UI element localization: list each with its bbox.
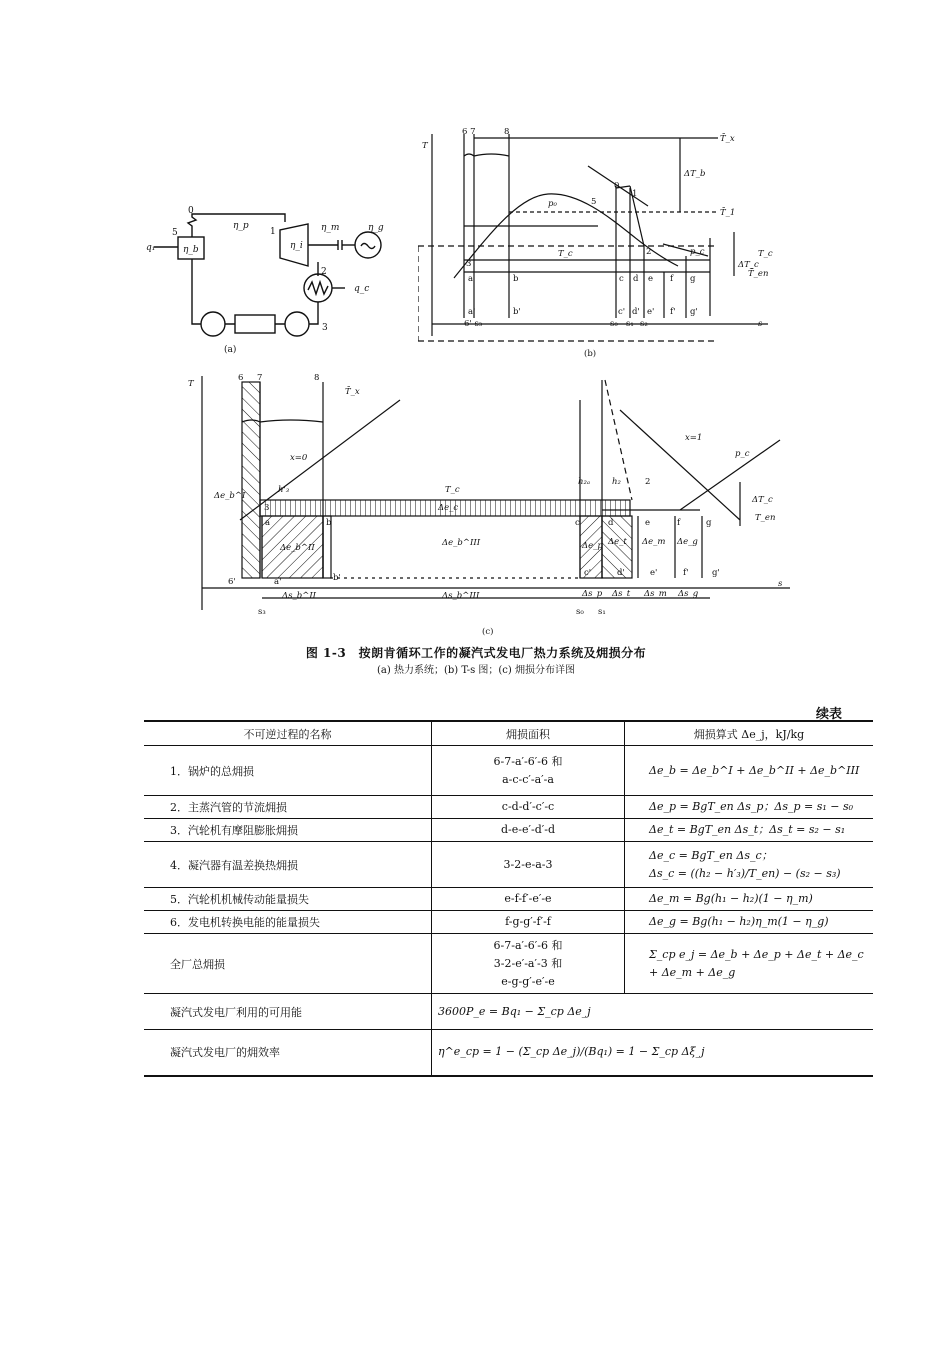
row-area [432,842,625,888]
b-label-T1: T̄_1 [720,208,736,218]
a-label-2: 2 [321,267,327,277]
c-label-s: s [778,579,783,589]
c-label-6p: 6' [228,577,236,587]
c-label-dem: Δe_m [642,537,666,547]
b-panel-label: (b) [584,349,597,359]
c-label-7: 7 [257,373,263,383]
b-label-p0: p₀ [548,199,557,209]
header-formula: 㶲损算式 Δe_j，kJ/kg [625,721,874,746]
b-label-b2: b' [513,307,521,317]
c-label-det: Δe_t [608,537,627,547]
b-label-e2: e' [647,307,655,317]
b-label-dTc: ΔT_c [738,260,759,270]
c-label-b: b [326,518,332,528]
formula-line: Δe_t = BgT_en Δs_t；Δs_t = s₂ − s₁ [649,823,846,836]
header-area: 㶲损面积 [432,721,625,746]
c-label-Tc: T_c [445,485,460,495]
c-label-Ten: T_en [755,513,776,523]
c-label-3: 3 [264,503,270,513]
row-formula [625,796,874,819]
b-label-g: g [690,274,696,284]
area-line: f-g-g′-f′-f [505,915,551,928]
c-label-deb1: Δe_b^I [214,491,246,501]
continued-label: 续表 [815,707,842,722]
table-row [144,888,873,911]
c-label-dsp: Δs_p [582,589,603,599]
panel-b-ts-diagram [418,126,778,362]
table-header-row [144,721,873,746]
exergy-loss-table [144,720,873,1077]
area-line: c-d-d′-c′-c [501,800,555,813]
row-area [432,819,625,842]
c-label-dTc: ΔT_c [752,495,773,505]
formula-line: Δe_p = BgT_en Δs_p；Δs_p = s₁ − s₀ [649,800,854,813]
panel-a-thermal-system [140,190,420,360]
b-label-d2: d' [632,307,640,317]
table-row [144,842,873,888]
area-line: 3-2-e-a-3 [503,857,553,871]
row-process-name: 5．汽轮机机械传动能量损失 [144,888,432,911]
b-label-a: a [468,274,474,284]
c-label-8: 8 [314,373,320,383]
b-label-s: s [758,319,763,329]
a-label-eta-g: η_g [368,223,384,233]
b-label-Tx: T̄_x [720,134,735,144]
c-label-2: 2 [645,477,651,487]
area-line: d-e-e′-d′-d [500,823,555,836]
table-row [144,1030,873,1076]
b-axis-T: T [422,141,428,151]
c-label-c: c [575,518,580,528]
b-label-1: 1 [632,189,638,199]
row-area [432,888,625,911]
c-label-s1: s₁ [598,607,606,617]
a-label-0: 0 [188,206,194,216]
b-label-pc: p_c [690,247,705,257]
row-area [432,911,625,934]
c-label-dsb2: Δs_b^II [282,591,317,601]
a-label-qc: q_c [354,284,370,294]
c-label-Tx: T̄_x [345,387,360,397]
area-line: 3600P_e = Bq₁ − Σ_cp Δe_j [438,1004,591,1018]
c-label-s3: s₃ [258,607,266,617]
formula-line: Δe_g = Bg(h₁ − h₂)η_m(1 − η_g) [649,915,829,928]
a-label-eta-b: η_b [183,245,199,255]
b-label-3: 3 [466,259,472,269]
c-label-dsm: Δs_m [644,589,667,599]
table-row [144,934,873,994]
c-label-x1: x=1 [685,433,703,443]
row-area [432,1030,874,1076]
b-label-0: 0 [614,181,620,191]
row-area [432,994,874,1030]
row-area [432,934,625,994]
c-label-d: d [608,518,614,528]
b-label-f: f [670,274,674,284]
table-row [144,796,873,819]
b-label-dTb: ΔT_b [684,169,706,179]
figure-caption: 图 1-3 按朗肯循环工作的凝汽式发电厂热力系统及㶲损分布 [305,646,647,660]
b-label-s2: s₂ [640,319,648,329]
row-formula [625,819,874,842]
c-label-6: 6 [238,373,244,383]
c-label-pc: p_c [735,449,750,459]
b-label-a2: a' [468,307,476,317]
area-line: 6-7-a′-6′-6 和 [493,938,563,952]
c-label-g: g [706,518,712,528]
row-formula [625,842,874,888]
c-label-deg: Δe_g [677,537,698,547]
c-label-dep: Δe_p [582,541,603,551]
formula-line: Δe_m = Bg(h₁ − h₂)(1 − η_m) [649,892,813,905]
a-label-q1: q₁ [146,243,156,253]
b-label-s1: s₁ [626,319,634,329]
a-label-eta-i: η_i [290,241,303,251]
b-label-67: 6 7 [462,127,476,137]
c-label-bp: b' [333,573,341,583]
c-label-x0: x=0 [290,453,308,463]
panel-c-exergy-detail [180,370,800,640]
c-label-gp: g' [712,568,720,578]
c-label-deb2: Δe_b^II [280,543,315,553]
c-label-h2a: h₂ₐ [578,477,591,487]
row-process-name: 全厂总㶲损 [144,934,432,994]
c-label-ap: a' [274,577,282,587]
b-label-b: b [513,274,519,284]
c-label-dec: Δe_c [438,503,459,513]
formula-line: Δs_c = ((h₂ − h′₃)/T_en) − (s₂ − s₃) [649,866,841,880]
a-label-eta-m: η_m [321,223,340,233]
a-label-1: 1 [270,227,276,237]
b-label-f2: f' [670,307,676,317]
table-row [144,746,873,796]
c-label-dst: Δs_t [612,589,631,599]
b-label-8: 8 [504,127,510,137]
row-process-name: 凝汽式发电厂的㶲效率 [144,1030,432,1076]
b-label-c2: c' [618,307,626,317]
a-label-5: 5 [172,228,178,238]
area-line: e-f-f′-e′-e [504,892,552,905]
table-body [144,746,873,1076]
a-label-3: 3 [322,323,328,333]
c-label-fp: f' [683,568,689,578]
a-panel-label: (a) [224,345,237,355]
formula-line: Δe_c = BgT_en Δs_c； [649,848,773,862]
c-label-ep: e' [650,568,658,578]
c-label-dp: d' [617,568,625,578]
area-line: e-g-g′-e′-e [501,974,555,988]
row-area [432,796,625,819]
figure-subcaption: (a) 热力系统；(b) T-s 图；(c) 㶲损分布详图 [377,665,575,676]
table-row [144,911,873,934]
b-label-5: 5 [591,197,597,207]
c-label-f: f [677,518,681,528]
area-line: 6-7-a′-6′-6 和 [493,754,563,768]
formula-line: Σ_cp e_j = Δe_b + Δe_p + Δe_t + Δe_c + Δe_m + Δe_g [649,947,864,979]
row-process-name: 4．凝汽器有温差换热㶲损 [144,842,432,888]
b-label-6s3: 6' s₃ [464,319,483,329]
area-line: η^e_cp = 1 − (Σ_cp Δe_j)/(Bq₁) = 1 − Σ_cp Δξ_j [438,1045,705,1059]
c-label-e: e [645,518,651,528]
table-row [144,819,873,842]
row-formula [625,746,874,796]
row-area [432,746,625,796]
b-label-Ten: T̄_en [748,269,769,279]
row-process-name: 6．发电机转换电能的能量损失 [144,911,432,934]
c-label-dsg: Δs_g [678,589,699,599]
row-process-name: 2．主蒸汽管的节流㶲损 [144,796,432,819]
c-label-a: a [265,518,271,528]
c-label-cp: c' [584,568,592,578]
table-row [144,994,873,1030]
formula-line: Δe_b = Δe_b^I + Δe_b^II + Δe_b^III [649,763,860,777]
row-process-name: 凝汽式发电厂利用的可用能 [144,994,432,1030]
row-formula [625,888,874,911]
row-process-name: 1．锅炉的总㶲损 [144,746,432,796]
c-label-h3: h'₃ [278,485,290,495]
row-formula [625,911,874,934]
a-label-eta-p: η_p [233,221,249,231]
c-label-h2: h₂ [612,477,621,487]
b-label-c: c [619,274,624,284]
b-label-Tc: T_c [758,249,773,259]
header-process: 不可逆过程的名称 [144,721,432,746]
b-label-Tc-mid: T_c [558,249,573,259]
b-label-g2: g' [690,307,698,317]
c-label-s0: s₀ [576,607,584,617]
b-label-2: 2 [646,247,652,257]
row-process-name: 3．汽轮机有摩阻膨胀㶲损 [144,819,432,842]
b-label-s0: s₀ [610,319,618,329]
c-label-dsb3: Δs_b^III [442,591,480,601]
c-label-deb3: Δe_b^III [442,538,481,548]
b-label-d: d [633,274,639,284]
c-axis-T: T [188,379,194,389]
area-line: a-c-c′-a′-a [502,772,554,786]
b-label-e: e [648,274,654,284]
row-formula [625,934,874,994]
c-panel-label: (c) [482,627,494,637]
area-line: 3-2-e′-a′-3 和 [493,956,563,970]
